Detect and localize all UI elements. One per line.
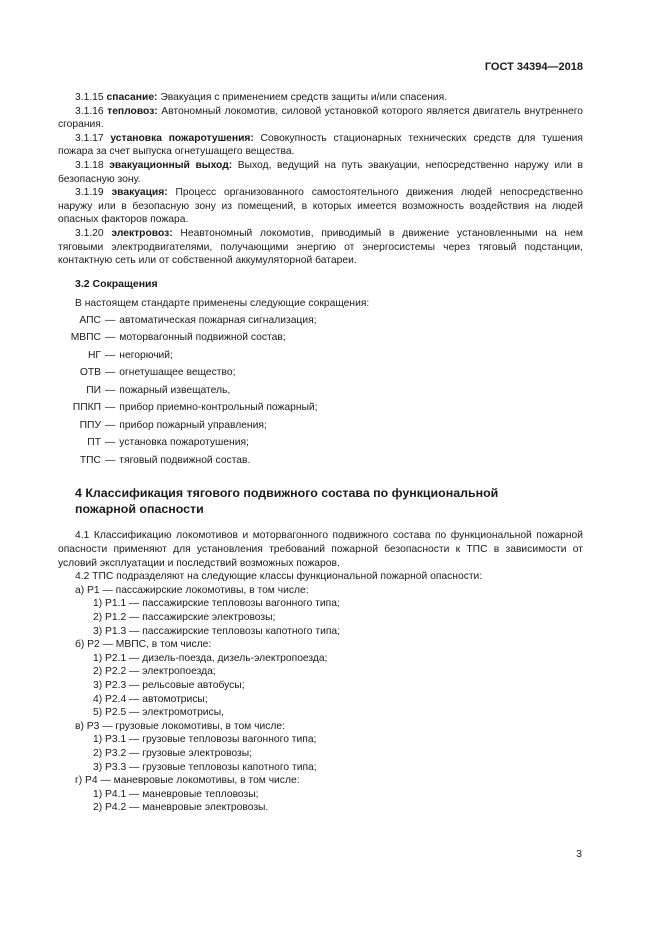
classes-list <box>58 584 583 815</box>
definition-paragraph <box>58 227 583 268</box>
definition-paragraph <box>58 132 583 159</box>
abbreviation-row <box>58 331 583 349</box>
class-group-label: в) Р3 — грузовые локомотивы, в том числе: <box>75 720 285 732</box>
definition-text: Процесс организованного самостоятельного движения людей непосредственно наружу или в безопасную зону из помещений, в которых имеется возможность воздействия на людей опасных факторов пожара. <box>58 187 583 226</box>
definition-number: 3.1.20 <box>75 227 104 239</box>
class-group-label: а) Р1 — пассажирские локомотивы, в том числе: <box>75 584 309 596</box>
definition-term: спасание: <box>106 92 158 103</box>
abbreviation-code: АПС <box>79 314 101 326</box>
abbreviation-code: МВПС <box>70 332 101 344</box>
abbreviations-list <box>58 314 583 472</box>
definition-text: Совокупность стационарных технических средств для тушения пожара за счет выпуска огнетушащего вещества. <box>58 132 584 158</box>
abbreviation-row <box>58 349 583 367</box>
definition-term: электровоз: <box>111 227 173 239</box>
definition-number: 3.1.16 <box>75 105 104 117</box>
page-content <box>58 91 583 815</box>
definition-text: Выход, ведущий на путь эвакуации, непосредственно наружу или в безопасную зону. <box>58 159 583 185</box>
abbreviation-code: ОТВ <box>79 367 101 379</box>
abbreviation-row <box>58 401 583 419</box>
class-subitem: 3) Р2.3 — рельсовые автобусы; <box>93 679 245 691</box>
definition-number: 3.1.17 <box>75 132 104 144</box>
class-subitem: 1) Р4.1 — маневровые тепловозы; <box>93 788 259 800</box>
paragraph-4-1: 4.1 Классификацию локомотивов и моторвагонного подвижного состава по функциональной пожарной опасности применяют для установления требований пожарной безопасности к ТПС в зависимости от условий эксплуатации и последствий возможных пожаров. <box>58 530 583 569</box>
definition-number: 3.1.18 <box>75 159 104 171</box>
definition-term: установка пожаротушения: <box>110 132 254 144</box>
section-4-heading-line2: пожарной опасности <box>75 502 204 517</box>
abbreviation-dash: — <box>105 314 116 326</box>
class-subitem: 2) Р3.2 — грузовые электровозы; <box>93 747 253 759</box>
abbreviation-meaning: автоматическая пожарная сигнализация; <box>119 314 317 326</box>
page-number: 3 <box>576 848 582 860</box>
definition-text: Эвакуация с применением средств защиты и/или спасения. <box>157 92 448 103</box>
definitions-block <box>58 91 583 268</box>
abbreviation-code: ППКП <box>72 402 101 414</box>
abbreviation-code: ППУ <box>79 419 101 431</box>
abbreviation-dash: — <box>105 384 116 396</box>
definition-paragraph <box>58 186 583 227</box>
class-subitem: 3) Р3.3 — грузовые тепловозы капотного типа; <box>93 761 317 773</box>
definition-term: тепловоз: <box>107 105 158 117</box>
abbreviation-row <box>58 419 583 437</box>
abbreviation-dash: — <box>105 349 116 361</box>
abbreviation-meaning: огнетушащее вещество; <box>119 367 236 379</box>
abbreviation-row <box>58 454 583 472</box>
class-subitem: 3) Р1.3 — пассажирские тепловозы капотного типа; <box>93 625 341 637</box>
abbreviation-dash: — <box>105 437 116 449</box>
abbreviation-code: ПИ <box>86 384 101 396</box>
abbreviation-meaning: негорючий; <box>119 349 173 361</box>
abbreviation-code: ТПС <box>79 454 101 466</box>
abbreviation-dash: — <box>105 332 116 344</box>
class-subitem: 2) Р2.2 — электропоезда; <box>93 666 216 678</box>
definition-paragraph <box>58 91 583 105</box>
class-group-label: б) Р2 — МВПС, в том числе: <box>75 639 212 651</box>
abbreviation-meaning: тяговый подвижной состав. <box>119 454 251 466</box>
definition-text: Неавтономный локомотив, приводимый в движение установленными на нем тяговыми электродвигателями, получающими энергию от энергосистемы через тяговый подстанции, контактную сеть или от собственной аккумуляторной батареи. <box>58 227 583 267</box>
abbreviations-intro: В настоящем стандарте применены следующие сокращения: <box>75 298 370 310</box>
abbreviations-heading: 3.2 Сокращения <box>75 277 158 290</box>
document-standard-header: ГОСТ 34394—2018 <box>484 61 583 73</box>
abbreviation-dash: — <box>105 419 116 431</box>
abbreviation-dash: — <box>105 367 116 379</box>
abbreviation-meaning: пожарный извещатель, <box>119 384 231 396</box>
class-subitem: 1) Р2.1 — дизель-поезда, дизель-электропоезда; <box>93 652 328 664</box>
abbreviation-row <box>58 436 583 454</box>
class-subitem: 2) Р1.2 — пассажирские электровозы; <box>93 611 276 623</box>
abbreviation-dash: — <box>105 402 116 414</box>
abbreviation-meaning: установка пожаротушения; <box>119 437 249 449</box>
abbreviation-meaning: моторвагонный подвижной состав; <box>119 332 286 344</box>
definition-paragraph <box>58 159 583 186</box>
paragraph-4-2: 4.2 ТПС подразделяют на следующие классы функциональной пожарной опасности: <box>75 571 483 583</box>
abbreviation-row <box>58 314 583 332</box>
definition-number: 3.1.15 <box>75 92 104 103</box>
abbreviation-row <box>58 384 583 402</box>
class-subitem: 1) Р3.1 — грузовые тепловозы вагонного типа; <box>93 734 317 746</box>
abbreviation-row <box>58 366 583 384</box>
definition-text: Автономный локомотив, силовой установкой которого является двигатель внутреннего сгорания. <box>58 105 583 131</box>
definition-term: эвакуационный выход: <box>109 159 233 171</box>
abbreviation-meaning: прибор приемно-контрольный пожарный; <box>119 402 318 414</box>
abbreviation-dash: — <box>105 454 116 466</box>
class-subitem: 2) Р4.2 — маневровые электровозы. <box>93 802 269 814</box>
section-4-heading <box>75 485 583 517</box>
abbreviation-code: НГ <box>87 349 101 361</box>
class-subitem: 1) Р1.1 — пассажирские тепловозы вагонного типа; <box>93 598 340 610</box>
section-4-heading-line1: 4 Классификация тягового подвижного состава по функциональной <box>75 486 499 501</box>
definition-number: 3.1.19 <box>75 187 104 199</box>
definition-paragraph <box>58 105 583 132</box>
class-subitem: 5) Р2.5 — электромотрисы, <box>93 707 224 719</box>
class-group-label: г) Р4 — маневровые локомотивы, в том числе: <box>75 775 300 787</box>
definition-term: эвакуация: <box>111 187 168 199</box>
class-subitem: 4) Р2.4 — автомотрисы; <box>93 693 208 705</box>
abbreviation-meaning: прибор пожарный управления; <box>119 419 267 431</box>
abbreviation-code: ПТ <box>87 437 101 449</box>
